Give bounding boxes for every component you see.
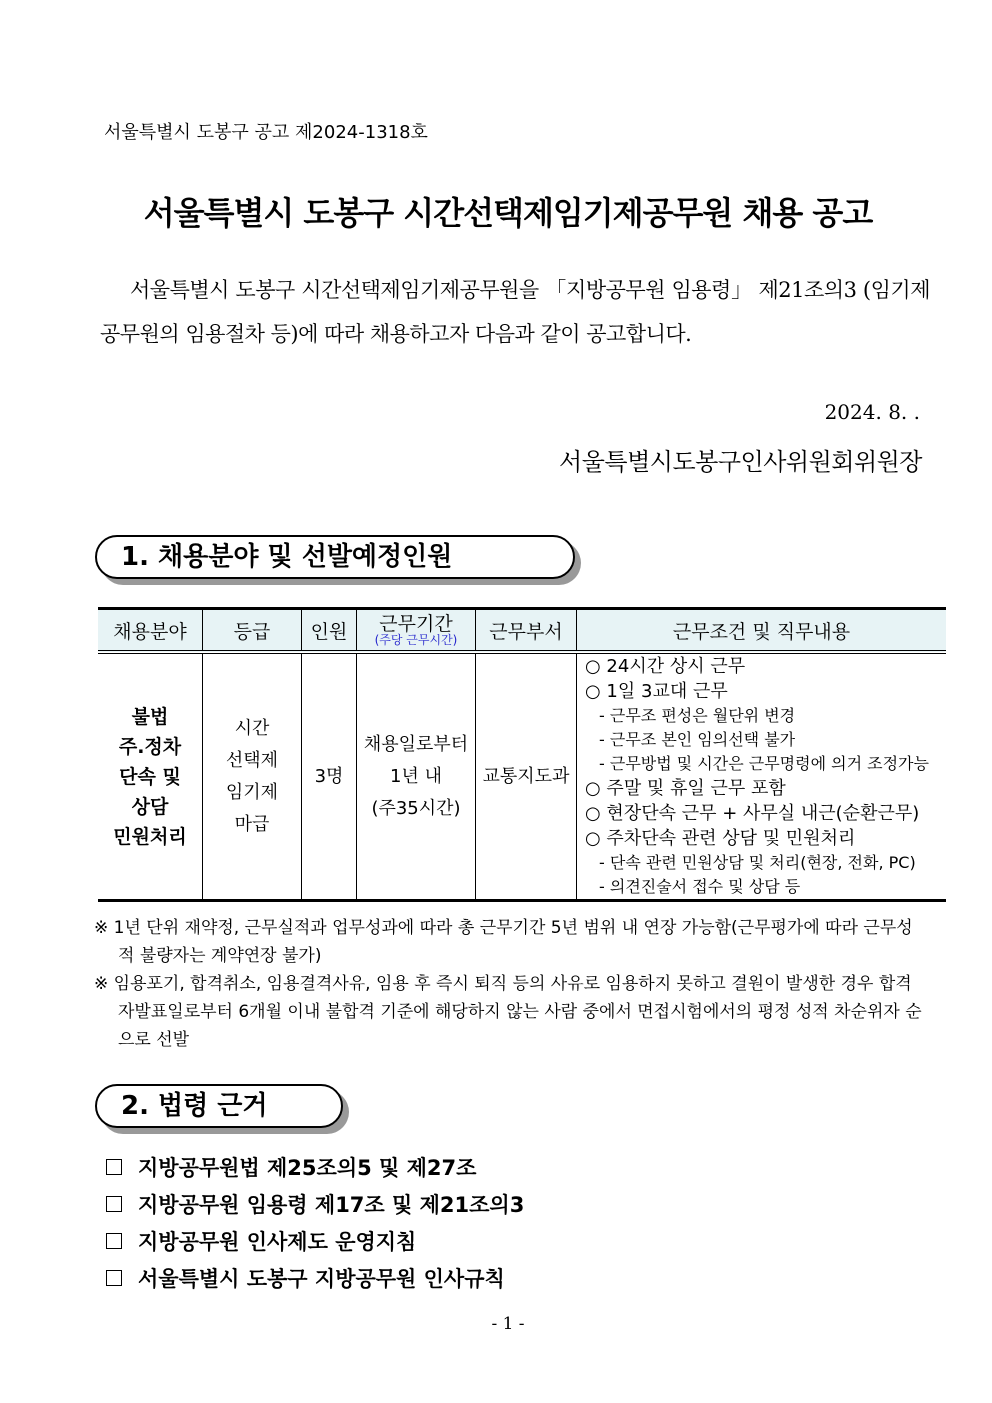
field-line: 단속 및 [119, 765, 181, 788]
checkbox-square-icon [106, 1159, 122, 1175]
col-period-sub: (주당 근무시간) [374, 633, 458, 647]
cell-period [357, 652, 476, 901]
col-grade: 등급 [203, 609, 302, 653]
note-item: ※ 1년 단위 재약정, 근무실적과 업무성과에 따라 총 근무기간 5년 범위 내 연장 가능함(근무평가에 따라 근무성적 불량자는 계약연장 불가) [94, 918, 913, 966]
col-field: 채용분야 [98, 609, 203, 653]
cell-count: 3명 [302, 652, 357, 901]
law-label: 지방공무원 임용령 제17조 및 제21조의3 [138, 1192, 525, 1217]
grade-line: 임기제 [225, 781, 279, 803]
law-item [106, 1259, 524, 1296]
page-number: - 1 - [491, 1314, 525, 1334]
col-period [357, 609, 476, 653]
duty-item: ○ 1일 3교대 근무 [585, 681, 728, 702]
period-line: 1년 내 [390, 765, 442, 787]
law-label: 서울특별시 도봉구 지방공무원 인사규칙 [138, 1266, 505, 1291]
col-dept: 근무부서 [476, 609, 577, 653]
notice-number: 서울특별시 도봉구 공고 제2024-1318호 [104, 122, 428, 143]
table-row [98, 652, 946, 901]
duty-item: ○ 주차단속 관련 상담 및 민원처리 [585, 828, 856, 849]
field-line: 주.정차 [118, 735, 182, 758]
law-item [106, 1222, 524, 1259]
law-label: 지방공무원법 제25조의5 및 제27조 [138, 1155, 477, 1180]
cell-duties [577, 652, 947, 901]
period-line: 채용일로부터 [363, 733, 469, 755]
checkbox-square-icon [106, 1196, 122, 1212]
cell-grade [203, 652, 302, 901]
period-line: (주35시간) [371, 797, 461, 819]
notice-date: 2024. 8. . [824, 400, 920, 424]
note-item: ※ 임용포기, 합격취소, 임용결격사유, 임용 후 즉시 퇴직 등의 사유로 임용하지 못하고 결원이 발생한 경우 합격자발표일로부터 6개월 이내 불합격 기준에 해당하지 않는 사람 중에서 면접시험에서의 평정 성적 차순위자 순으로 선발 [94, 974, 922, 1050]
duty-item: - 단속 관련 민원상담 및 처리(현장, 전화, PC) [599, 853, 916, 872]
field-line: 상담 [131, 795, 169, 818]
duty-item: - 근무조 본인 임의선택 불가 [599, 730, 796, 749]
intro-paragraph: 서울특별시 도봉구 시간선택제임기제공무원을 「지방공무원 임용령」 제21조의3 (임기제공무원의 임용절차 등)에 따라 채용하고자 다음과 같이 공고합니다. [100, 278, 930, 346]
law-label: 지방공무원 인사제도 운영지침 [138, 1229, 417, 1254]
recruitment-table [98, 607, 946, 902]
section-heading-2: 2. 법령 근거 [95, 1084, 343, 1128]
section-heading-1: 1. 채용분야 및 선발예정인원 [95, 535, 575, 579]
law-item [106, 1185, 524, 1222]
field-line: 불법 [131, 705, 169, 728]
duty-item: - 의견진술서 접수 및 상담 등 [599, 877, 801, 896]
duty-item: ○ 24시간 상시 근무 [585, 656, 746, 677]
checkbox-square-icon [106, 1270, 122, 1286]
col-duties: 근무조건 및 직무내용 [577, 609, 947, 653]
duty-item: - 근무조 편성은 월단위 변경 [599, 706, 796, 725]
grade-line: 시간 [234, 717, 270, 739]
col-count: 인원 [302, 609, 357, 653]
cell-dept: 교통지도과 [476, 652, 577, 901]
law-item [106, 1148, 524, 1185]
duty-item: ○ 현장단속 근무 + 사무실 내근(순환근무) [585, 803, 920, 824]
checkbox-square-icon [106, 1233, 122, 1249]
law-list [106, 1148, 524, 1296]
signer: 서울특별시도봉구인사위원회위원장 [559, 448, 922, 476]
grade-line: 선택제 [225, 749, 279, 771]
field-line: 민원처리 [113, 825, 187, 848]
notes [94, 914, 924, 1054]
col-period-label: 근무기간 [379, 613, 453, 635]
grade-line: 마급 [234, 813, 270, 835]
duty-item: ○ 주말 및 휴일 근무 포함 [585, 778, 786, 799]
page-title: 서울특별시 도봉구 시간선택제임기제공무원 채용 공고 [143, 194, 873, 232]
duty-item: - 근무방법 및 시간은 근무명령에 의거 조정가능 [599, 754, 929, 773]
cell-field [98, 652, 203, 901]
